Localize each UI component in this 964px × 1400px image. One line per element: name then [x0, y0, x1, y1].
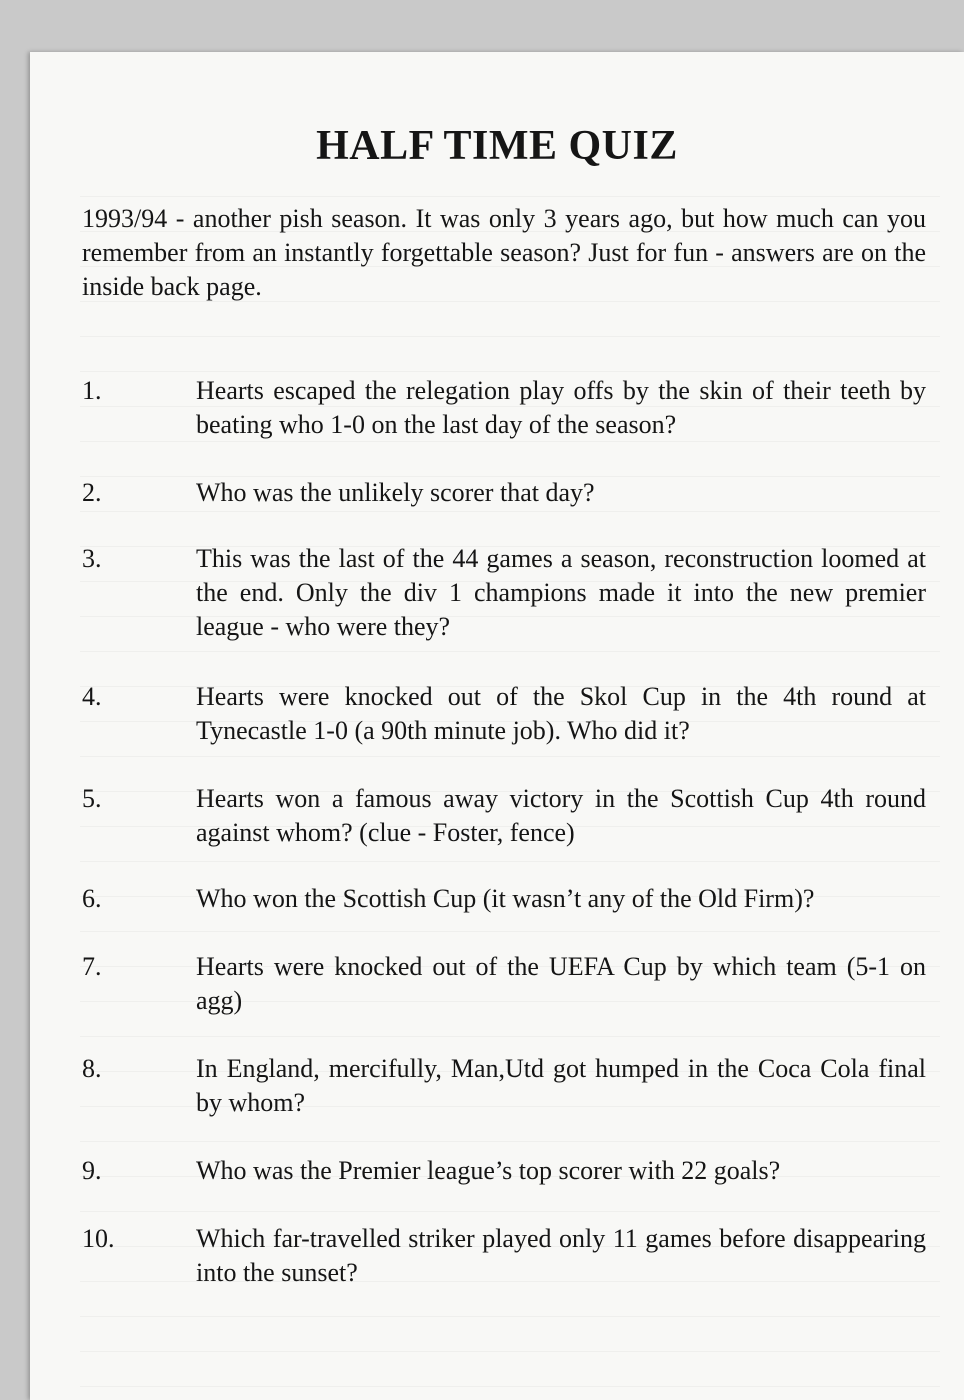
question-text: This was the last of the 44 games a season, reconstruction loomed at the end. Only the div 1 champions made it into the new premier league - who were they?: [196, 544, 926, 641]
question-number: 3.: [82, 544, 102, 573]
question-3: [82, 542, 926, 644]
question-text: Hearts escaped the relegation play offs by the skin of their teeth by beating who 1-0 on the last day of the season?: [196, 376, 926, 439]
question-number: 9.: [82, 1156, 102, 1185]
question-number: 7.: [82, 952, 102, 981]
question-10: [82, 1222, 926, 1290]
question-text: In England, mercifully, Man,Utd got humped in the Coca Cola final by whom?: [196, 1054, 926, 1117]
question-number: 5.: [82, 784, 102, 813]
question-2: [82, 476, 926, 510]
question-text: Hearts were knocked out of the UEFA Cup by which team (5-1 on agg): [196, 952, 926, 1015]
question-text: Who was the Premier league’s top scorer with 22 goals?: [196, 1156, 781, 1185]
question-text: Hearts won a famous away victory in the Scottish Cup 4th round against whom? (clue - Foster, fence): [196, 784, 926, 847]
question-7: [82, 950, 926, 1018]
question-1: [82, 374, 926, 442]
question-text: Who won the Scottish Cup (it wasn’t any of the Old Firm)?: [196, 884, 815, 913]
question-number: 8.: [82, 1054, 102, 1083]
question-number: 6.: [82, 884, 102, 913]
question-text: Which far-travelled striker played only 11 games before disappearing into the sunset?: [196, 1224, 926, 1287]
question-number: 10.: [82, 1224, 115, 1253]
question-6: [82, 882, 926, 916]
question-5: [82, 782, 926, 850]
page-title: HALF TIME QUIZ: [316, 123, 678, 169]
quiz-page: [30, 52, 964, 1400]
question-4: [82, 680, 926, 748]
intro-paragraph: 1993/94 - another pish season. It was only 3 years ago, but how much can you remember from an instantly forgettable season? Just for fun - answers are on the inside back page.: [82, 204, 926, 301]
question-text: Who was the unlikely scorer that day?: [196, 478, 595, 507]
question-text: Hearts were knocked out of the Skol Cup in the 4th round at Tynecastle 1-0 (a 90th minute job). Who did it?: [196, 682, 926, 745]
question-number: 2.: [82, 478, 102, 507]
question-number: 4.: [82, 682, 102, 711]
question-8: [82, 1052, 926, 1120]
question-number: 1.: [82, 376, 102, 405]
question-9: [82, 1154, 926, 1188]
